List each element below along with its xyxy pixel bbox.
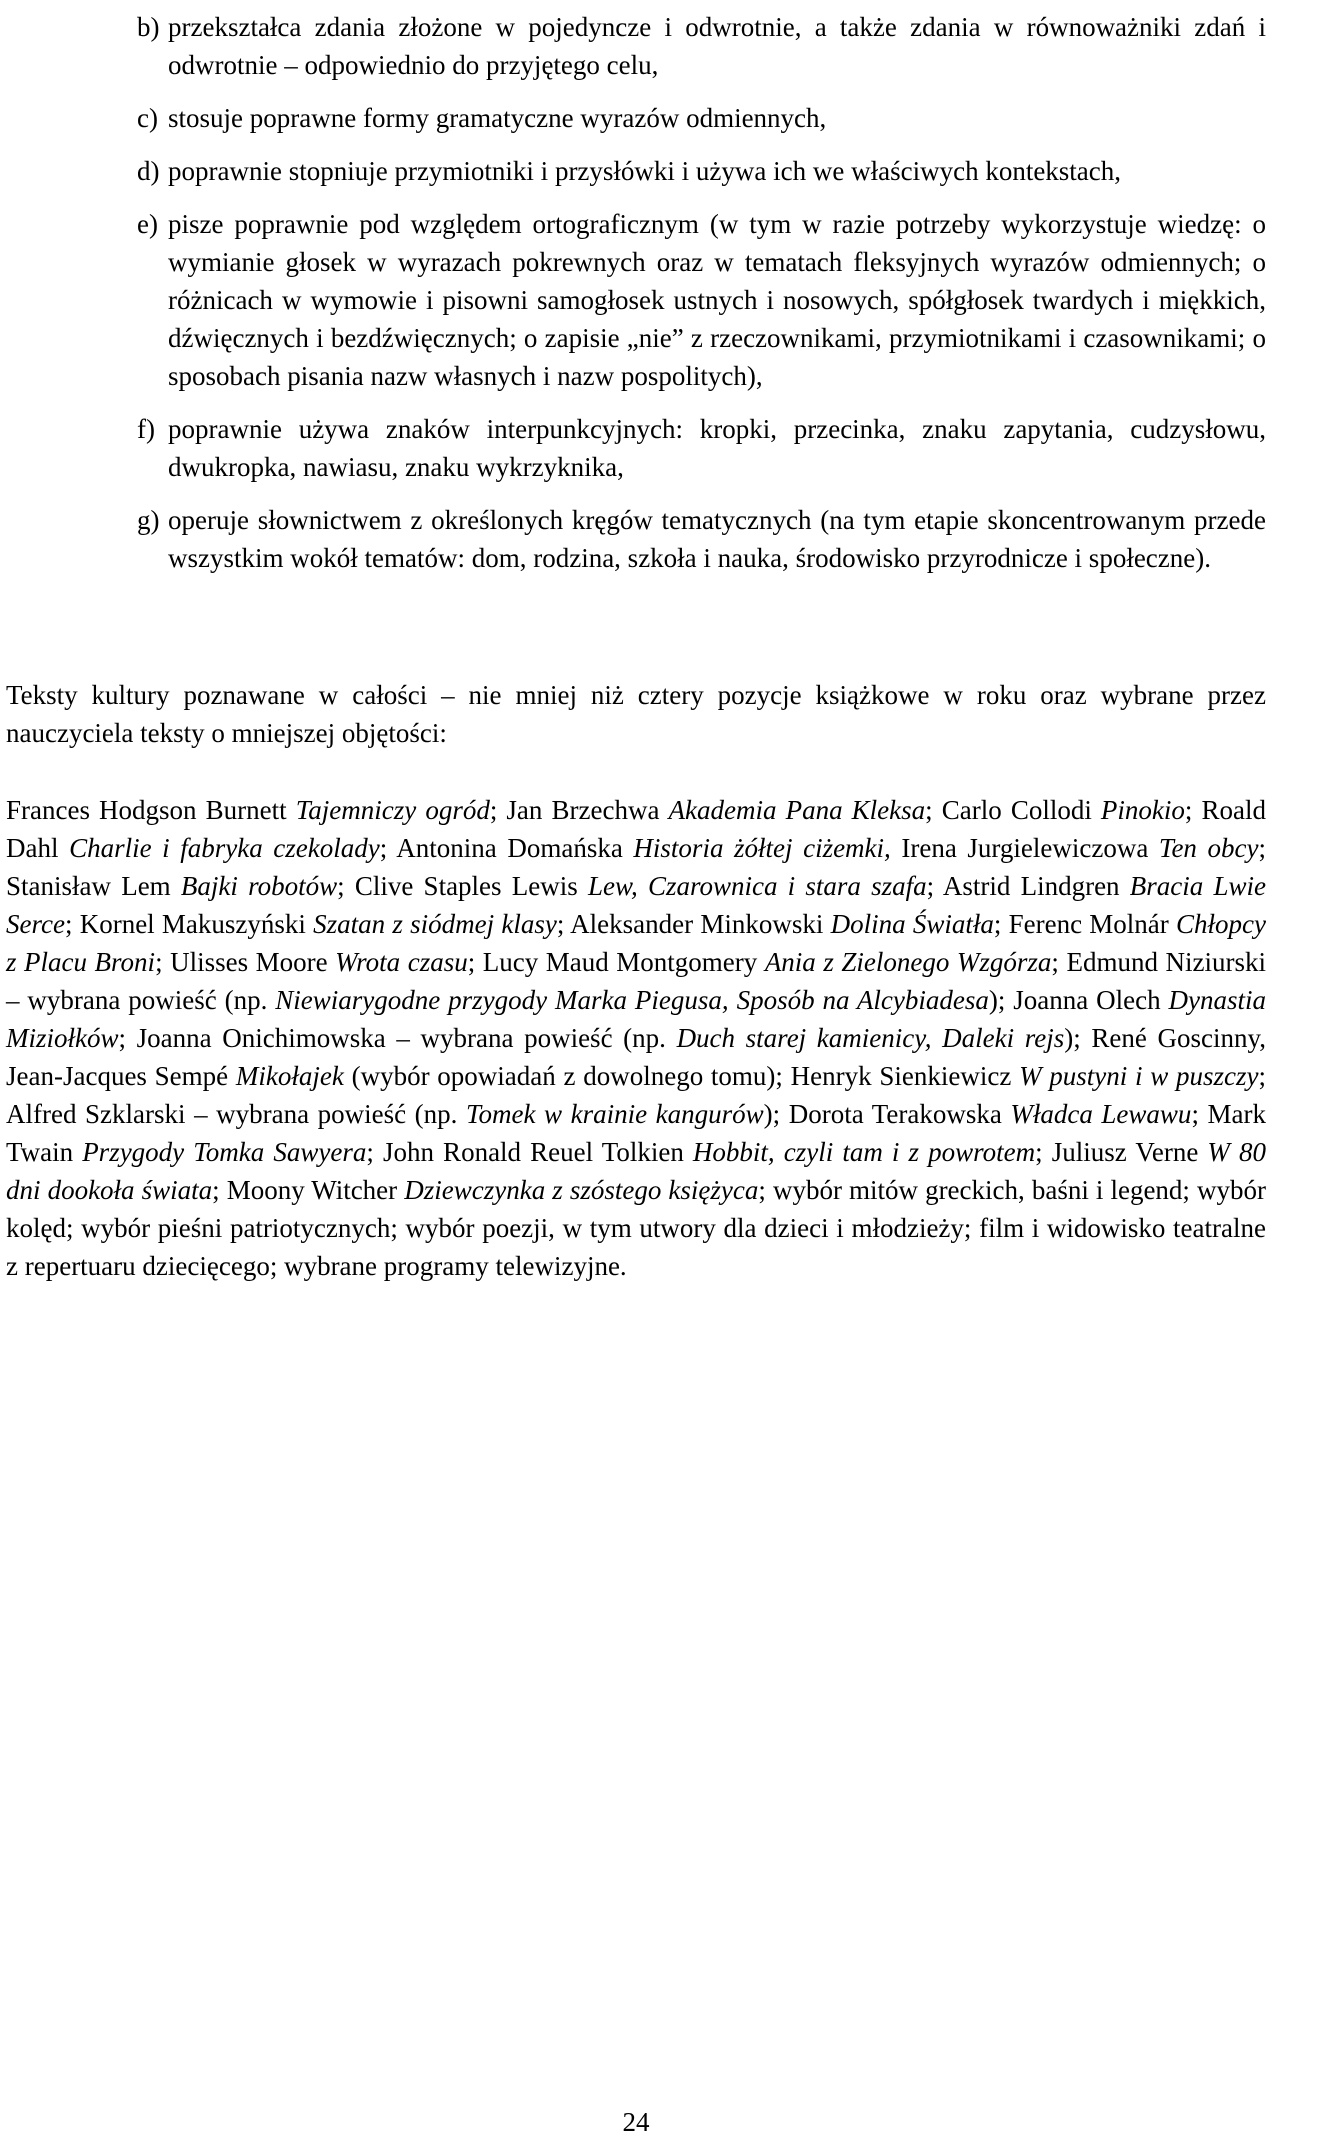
list-item-label: d) bbox=[137, 156, 160, 186]
page-number: 24 bbox=[622, 2107, 650, 2137]
list-item-text: poprawnie stopniuje przymiotniki i przysłówki i używa ich we właściwych kontekstach, bbox=[168, 156, 1122, 186]
list-item-text: operuje słownictwem z określonych kręgów tematycznych (na tym etapie skoncentrowanym przede wszystkim wokół tematów: dom, rodzina, szkoła i nauka, środowisko przyrodnicze i społeczne). bbox=[168, 505, 1266, 573]
list-item-text: pisze poprawnie pod względem ortograficznym (w tym w razie potrzeby wykorzystuje wiedzę: o wymianie głosek w wyrazach pokrewnych oraz w tematach fleksyjnych wyrazów odmiennych; o różnicach w wymowie i pisowni samogłosek ustnych i nosowych, spółgłosek twardych i miękkich, dźwięcznych i bezdźwięcznych; o zapisie „nie” z rzeczownikami, przymiotnikami i czasownikami; o sposobach pisania nazw własnych i nazw pospolitych), bbox=[168, 209, 1266, 391]
list-item-label: b) bbox=[137, 12, 160, 42]
list-item-text: przekształca zdania złożone w pojedyncze i odwrotnie, a także zdania w równoważniki zdań i odwrotnie – odpowiednio do przyjętego celu, bbox=[168, 12, 1266, 80]
list-item-c bbox=[137, 99, 1266, 137]
list-item-b bbox=[137, 8, 1266, 84]
list-item-e bbox=[137, 205, 1266, 395]
list-item-g bbox=[137, 501, 1266, 577]
reading-list-paragraph: Frances Hodgson Burnett Tajemniczy ogród; Jan Brzechwa Akademia Pana Kleksa; Carlo Collodi Pinokio; Roald Dahl Charlie i fabryka czekolady; Antonina Domańska Historia żółtej ciżemki, Irena Jurgielewiczowa Ten obcy; Stanisław Lem Bajki robotów; Clive Staples Lewis Lew, Czarownica i stara szafa; Astrid Lindgren Bracia Lwie Serce; Kornel Makuszyński Szatan z siódmej klasy; Aleksander Minkowski Dolina Światła; Ferenc Molnár Chłopcy z Placu Broni; Ulisses Moore Wrota czasu; Lucy Maud Montgomery Ania z Zielonego Wzgórza; Edmund Niziurski – wybrana powieść (np. Niewiarygodne przygody Marka Piegusa, Sposób na Alcybiadesa); Joanna Olech Dynastia Miziołków; Joanna Onichimowska – wybrana powieść (np. Duch starej kamienicy, Daleki rejs); René Goscinny, Jean-Jacques Sempé Mikołajek (wybór opowiadań z dowolnego tomu); Henryk Sienkiewicz W pustyni i w puszczy; Alfred Szklarski – wybrana powieść (np. Tomek w krainie kangurów); Dorota Terakowska Władca Lewawu; Mark Twain Przygody Tomka Sawyera; John Ronald Reuel Tolkien Hobbit, czyli tam i z powrotem; Juliusz Verne W 80 dni dookoła świata; Moony Witcher Dziewczynka z szóstego księżyca; wybór mitów greckich, baśni i legend; wybór kolęd; wybór pieśni patriotycznych; wybór poezji, w tym utwory dla dzieci i młodzieży; film i widowisko teatralne z repertuaru dziecięcego; wybrane programy telewizyjne. bbox=[6, 795, 1267, 1281]
list-item-d bbox=[137, 152, 1266, 190]
list-item-label: e) bbox=[137, 209, 158, 239]
list-item-label: c) bbox=[137, 103, 158, 133]
list-item-label: f) bbox=[137, 414, 155, 444]
list-item-text: stosuje poprawne formy gramatyczne wyrazów odmiennych, bbox=[168, 103, 827, 133]
page-content bbox=[6, 8, 1266, 1312]
list-item-text: poprawnie używa znaków interpunkcyjnych: kropki, przecinka, znaku zapytania, cudzysłowu, dwukropka, nawiasu, znaku wykrzyknika, bbox=[168, 414, 1266, 482]
list-item-label: g) bbox=[137, 505, 160, 535]
intro-paragraph: Teksty kultury poznawane w całości – nie mniej niż cztery pozycje książkowe w roku oraz wybrane przez nauczyciela teksty o mniejszej objętości: bbox=[6, 680, 1266, 748]
list-item-f bbox=[137, 410, 1266, 486]
